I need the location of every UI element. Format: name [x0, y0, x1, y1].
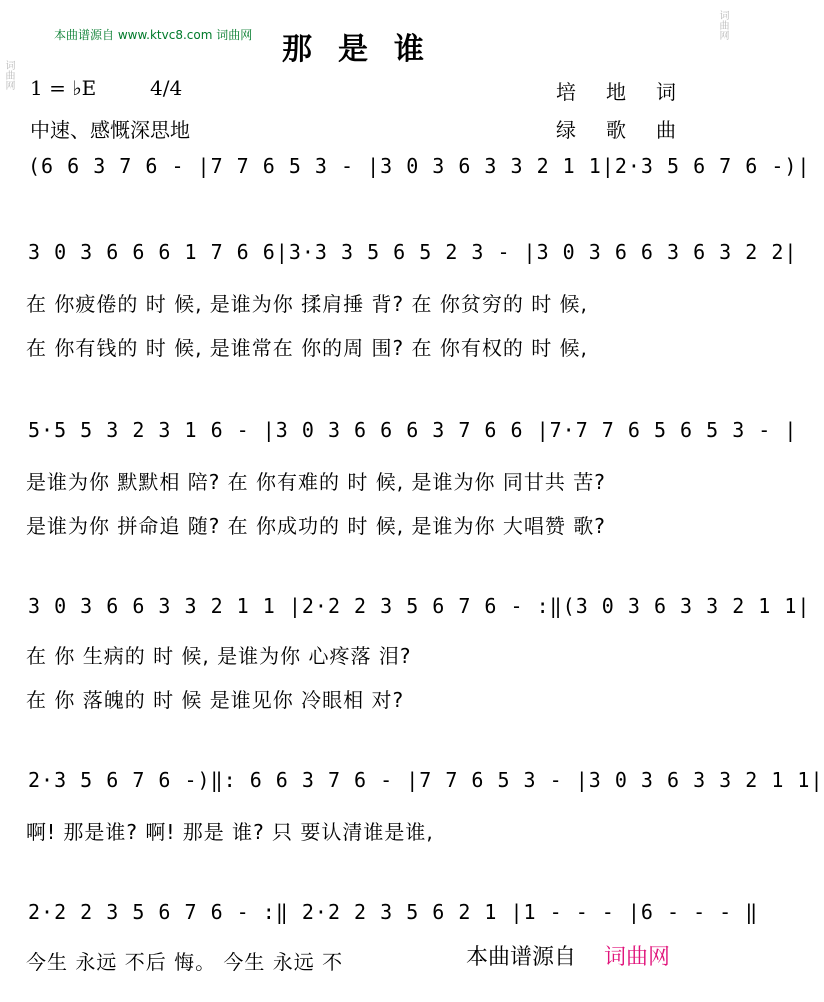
song-title: 那是谁: [282, 32, 450, 67]
watermark-right-text: 词曲网: [717, 10, 728, 40]
lyric-line-3-verse-2: 是谁为你 拼命追 随? 在 你成功的 时 候, 是谁为你 大唱赞 歌?: [26, 514, 606, 538]
lyric-line-2-verse-2: 在 你有钱的 时 候, 是谁常在 你的周 围? 在 你有权的 时 候,: [26, 336, 588, 360]
notation-line-1: (6 6 3 7 6 - |7 7 6 5 3 - |3 0 3 6 3 3 2 1 1|2·3 5 6 7 6 -)|: [28, 154, 708, 188]
lyric-line-5-chorus: 啊! 那是谁? 啊! 那是 谁? 只 要认清谁是谁,: [26, 820, 434, 844]
watermark-left: [2, 60, 16, 90]
watermark-left-text: 词曲网: [3, 60, 14, 90]
composer-credit: 绿歌曲: [556, 118, 706, 142]
source-banner: 本曲谱源自 www.ktvc8.com 词曲网: [54, 28, 253, 42]
time-signature: 4/4: [150, 76, 183, 100]
footer-source: 本曲谱源自: [466, 945, 577, 970]
lyric-line-3-verse-1: 是谁为你 默默相 陪? 在 你有难的 时 候, 是谁为你 同甘共 苦?: [26, 470, 606, 494]
notation-line-4: 3 0 3 6 6 3 3 2 1 1 |2·2 2 3 5 6 7 6 - :‖(3 0 3 6 3 3 2 1 1|: [28, 594, 708, 628]
footer-brand: 词曲网: [604, 945, 671, 970]
notation-line-2: 3 0 3 6 6 6 1 7 6 6|3·3 3 5 6 5 2 3 - |3 0 3 6 6 3 6 3 2 2|: [28, 240, 708, 274]
lyric-line-4-verse-2: 在 你 落魄的 时 候 是谁见你 冷眼相 对?: [26, 688, 405, 712]
lyric-line-4-verse-1: 在 你 生病的 时 候, 是谁为你 心疼落 泪?: [26, 644, 412, 668]
notation-line-3: 5·5 5 3 2 3 1 6 - |3 0 3 6 6 6 3 7 6 6 |7·7 7 6 5 6 5 3 - |: [28, 418, 708, 452]
watermark-right: [716, 10, 730, 40]
notation-line-5: 2·3 5 6 7 6 -)‖: 6 6 3 7 6 - |7 7 6 5 3 - |3 0 3 6 3 3 2 1 1|: [28, 768, 708, 802]
lyric-line-2-verse-1: 在 你疲倦的 时 候, 是谁为你 揉肩捶 背? 在 你贫穷的 时 候,: [26, 292, 588, 316]
key-signature: 1 = ♭E: [30, 76, 97, 100]
lyric-line-6-ending: 今生 永远 不后 悔。 今生 永远 不: [26, 950, 344, 974]
lyricist-credit: 培地词: [556, 80, 706, 104]
notation-line-6: 2·2 2 3 5 6 7 6 - :‖ 2·2 2 3 5 6 2 1 |1 - - - |6 - - - ‖: [28, 900, 708, 934]
tempo-marking: 中速、感慨深思地: [30, 118, 190, 142]
